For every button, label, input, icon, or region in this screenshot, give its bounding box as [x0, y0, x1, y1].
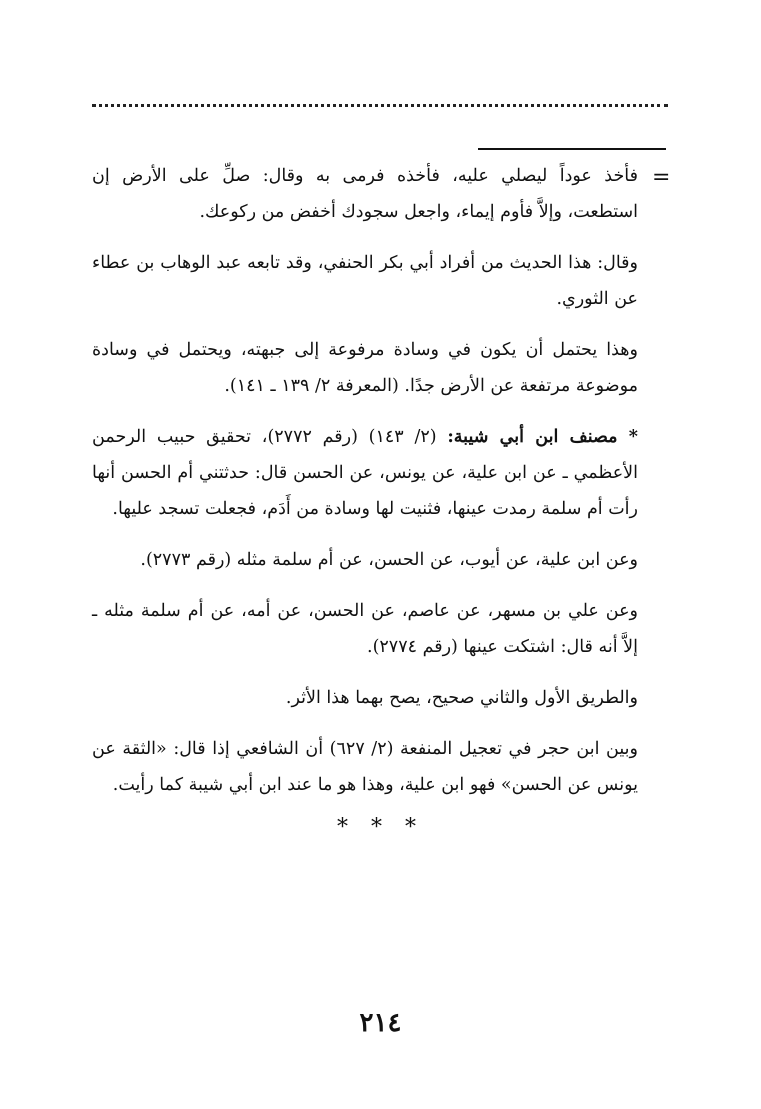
paragraph-1: فأخذ عوداً ليصلي عليه، فأخذه فرمى به وقال: صلِّ على الأرض إن استطعت، وإلاَّ فأوم إيماء، واجعل سجودك أخفض من ركوعك.	[92, 166, 638, 222]
paragraph-2: وقال: هذا الحديث من أفراد أبي بكر الحنفي، وقد تابعه عبد الوهاب بن عطاء عن الثوري.	[92, 253, 638, 309]
paragraph-3: وهذا يحتمل أن يكون في وسادة مرفوعة إلى جبهته، ويحتمل في وسادة موضوعة مرتفعة عن الأرض جدًا. (المعرفة ٢/ ١٣٩ ـ ١٤١).	[92, 340, 638, 396]
header-dotted-rule	[92, 104, 668, 107]
paragraph-6: وعن علي بن مسهر، عن عاصم، عن الحسن، عن أمه، عن أم سلمة مثله ـ إلاَّ أنه قال: اشتكت عينها (رقم ٢٧٧٤).	[92, 601, 638, 657]
section-separator: * * *	[337, 815, 424, 840]
paragraph-8: وبين ابن حجر في تعجيل المنفعة (٢/ ٦٢٧) أن الشافعي إذا قال: «الثقة عن يونس عن الحسن» فهو ابن علية، وهذا هو ما عند ابن أبي شيبة كما رأيت.	[92, 739, 638, 795]
paragraph-7: والطريق الأول والثاني صحيح، يصح بهما هذا الأثر.	[285, 688, 638, 708]
paragraph-5: وعن ابن علية، عن أيوب، عن الحسن، عن أم سلمة مثله (رقم ٢٧٧٣).	[140, 550, 638, 570]
musannaf-paragraph	[92, 419, 638, 527]
page-body	[92, 158, 638, 818]
continuation-mark: =	[652, 165, 671, 190]
musannaf-heading: * مصنف ابن أبي شيبة:	[447, 427, 638, 447]
musannaf-body: (٢/ ١٤٣) (رقم ٢٧٧٢)، تحقيق حبيب الرحمن الأعظمي ـ عن ابن علية، عن يونس، عن الحسن قال: حدثتني أم الحسن أنها رأت أم سلمة رمدت عينها، فثنيت لها وسادة من أَدَم، فجعلت تسجد عليها.	[92, 427, 638, 519]
continuation-rule	[478, 148, 666, 150]
page-number: ٢١٤	[359, 1008, 402, 1038]
